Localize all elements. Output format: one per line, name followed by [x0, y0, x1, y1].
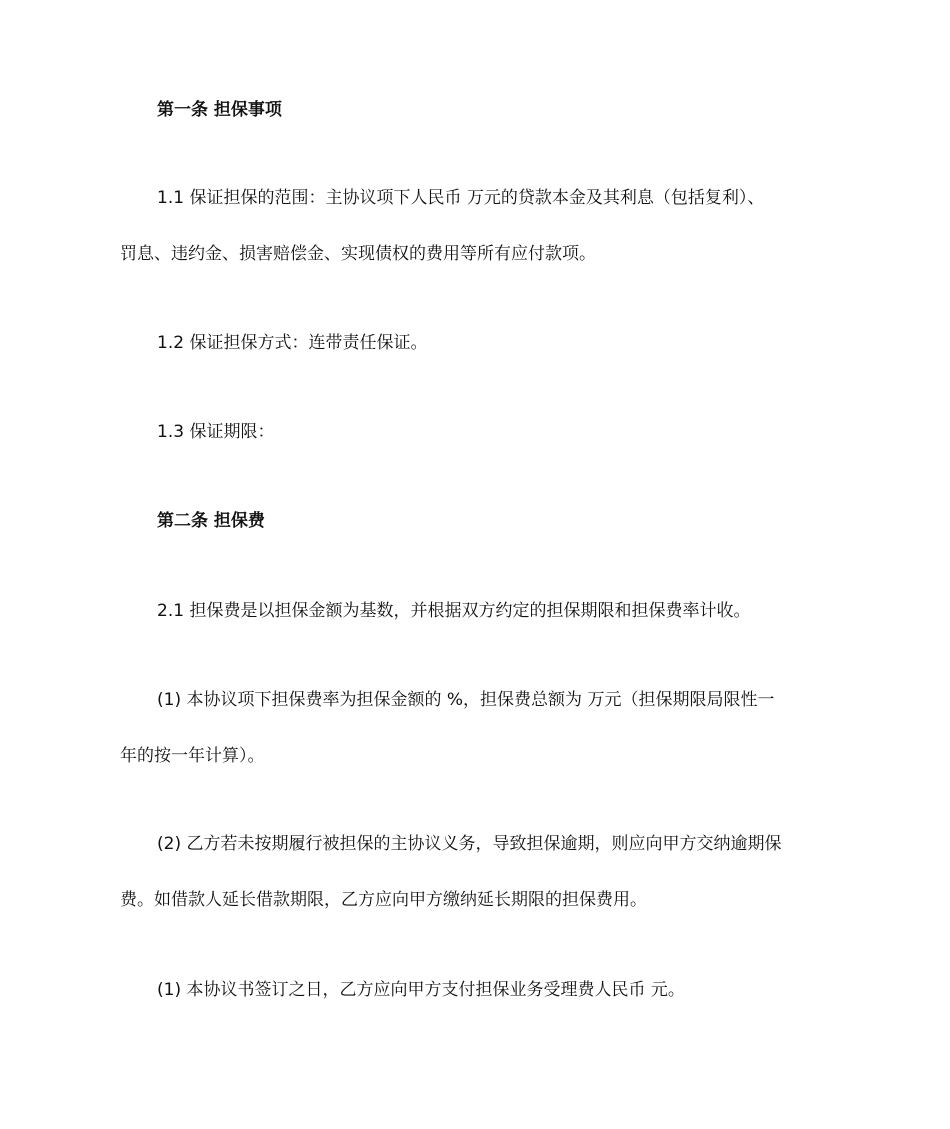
- item-3: (1) 本协议书签订之日，乙方应向甲方支付担保业务受理费人民币 元。: [157, 980, 685, 1000]
- clause-1-3: 1.3 保证期限：: [157, 422, 275, 442]
- item-2-line-1: (2) 乙方若未按期履行被担保的主协议义务，导致担保逾期，则应向甲方交纳逾期保: [157, 834, 782, 854]
- article-2-heading: 第二条 担保费: [157, 511, 265, 531]
- item-1-line-1: (1) 本协议项下担保费率为担保金额的 %，担保费总额为 万元（担保期限局限性一: [157, 690, 775, 710]
- item-1-line-2: 年的按一年计算）。: [120, 746, 265, 766]
- clause-1-1-line-1: 1.1 保证担保的范围：主协议项下人民币 万元的贷款本金及其利息（包括复利）、: [157, 188, 765, 208]
- clause-2-1: 2.1 担保费是以担保金额为基数，并根据双方约定的担保期限和担保费率计收。: [157, 601, 751, 621]
- clause-1-1-line-2: 罚息、违约金、损害赔偿金、实现债权的费用等所有应付款项。: [120, 244, 596, 264]
- clause-1-2: 1.2 保证担保方式：连带责任保证。: [157, 333, 428, 353]
- item-2-line-2: 费。如借款人延长借款期限，乙方应向甲方缴纳延长期限的担保费用。: [120, 890, 647, 910]
- article-1-heading: 第一条 担保事项: [157, 100, 282, 120]
